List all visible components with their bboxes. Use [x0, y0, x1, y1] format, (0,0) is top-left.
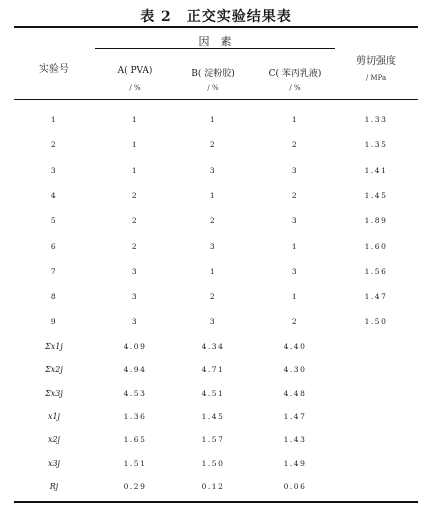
col-a-unit: / %	[129, 84, 141, 92]
stat-value-cell: 1.45	[201, 411, 225, 421]
row-number: 1	[50, 115, 58, 124]
shear-strength-cell: 1.89	[364, 216, 388, 226]
factor-level-cell: 3	[131, 292, 139, 302]
stat-value-cell: 4.51	[201, 388, 225, 398]
header-rule	[14, 99, 418, 100]
stat-value-cell: 1.36	[123, 411, 147, 421]
stat-value-cell: 4.94	[123, 365, 147, 375]
factor-level-cell: 1	[291, 241, 299, 251]
factor-level-cell: 2	[209, 292, 217, 302]
row-number: 7	[50, 266, 58, 276]
stat-value-cell: 1.43	[283, 435, 307, 445]
factor-level-cell: 2	[131, 241, 139, 251]
shear-strength-cell: 1.56	[364, 266, 388, 276]
shear-strength-cell: 1.41	[364, 165, 388, 175]
factor-level-cell: 2	[209, 140, 217, 150]
factor-level-cell: 3	[209, 241, 217, 251]
shear-strength-cell: 1.50	[364, 317, 388, 327]
factor-level-cell: 2	[291, 190, 299, 200]
factor-level-cell: 2	[291, 317, 299, 327]
factor-level-cell: 1	[131, 115, 139, 124]
factor-level-cell: 3	[291, 266, 299, 276]
stat-label: x3j	[47, 458, 61, 468]
shear-strength-cell: 1.33	[364, 115, 388, 124]
factor-level-cell: 2	[131, 190, 139, 200]
row-number: 6	[50, 241, 58, 251]
table-title: 表 2 正交实验结果表	[140, 9, 292, 25]
stat-label: Σx3j	[45, 388, 63, 398]
shear-strength-cell: 1.47	[364, 292, 388, 302]
factor-level-cell: 1	[131, 165, 139, 175]
factor-level-cell: 3	[291, 165, 299, 175]
stat-value-cell: 1.49	[283, 458, 307, 468]
result-unit: / MPa	[365, 74, 387, 82]
factor-level-cell: 1	[131, 140, 139, 150]
col-a-header: A( PVA)	[117, 66, 153, 76]
col-b-unit: / %	[207, 84, 219, 92]
factor-level-cell: 1	[209, 190, 217, 200]
factor-level-cell: 3	[209, 165, 217, 175]
stat-value-cell: 4.48	[283, 388, 307, 398]
stat-value-cell: 1.50	[201, 458, 225, 468]
stat-value-cell: 1.51	[123, 458, 147, 468]
stat-value-cell: 0.06	[283, 481, 307, 491]
row-number: 3	[50, 165, 58, 175]
stat-label: x2j	[47, 435, 61, 445]
factor-level-cell: 2	[291, 140, 299, 150]
stat-value-cell: 1.47	[283, 411, 307, 421]
stat-label: Rj	[49, 481, 59, 491]
factor-level-cell: 1	[291, 292, 299, 302]
shear-strength-cell: 1.35	[364, 140, 388, 150]
top-rule	[14, 26, 418, 28]
stat-value-cell: 1.65	[123, 435, 147, 445]
shear-strength-cell: 1.45	[364, 190, 388, 200]
stat-value-cell: 4.40	[283, 342, 307, 351]
stat-label: Σx1j	[45, 342, 63, 351]
row-number: 2	[50, 140, 58, 150]
factor-level-cell: 3	[131, 317, 139, 327]
factor-level-cell: 3	[291, 216, 299, 226]
factor-level-cell: 3	[131, 266, 139, 276]
col-b-header: B( 淀粉胶)	[191, 69, 235, 79]
factor-level-cell: 1	[291, 115, 299, 124]
row-number: 4	[50, 190, 58, 200]
shear-strength-cell: 1.60	[364, 241, 388, 251]
stat-label: x1j	[47, 411, 61, 421]
stat-value-cell: 4.71	[201, 365, 225, 375]
row-number: 8	[50, 292, 58, 302]
result-header: 剪切强度	[356, 56, 396, 67]
factor-underline	[95, 48, 335, 49]
factor-level-cell: 1	[209, 266, 217, 276]
factor-level-cell: 3	[209, 317, 217, 327]
stat-label: Σx2j	[45, 365, 63, 375]
col-c-header: C( 苯丙乳液)	[268, 69, 322, 79]
stat-value-cell: 1.57	[201, 435, 225, 445]
stat-value-cell: 4.34	[201, 342, 225, 351]
stat-value-cell: 0.29	[123, 481, 147, 491]
row-number: 9	[50, 317, 58, 327]
row-number: 5	[50, 216, 58, 226]
stat-value-cell: 0.12	[201, 481, 225, 491]
factor-level-cell: 1	[209, 115, 217, 124]
stat-value-cell: 4.53	[123, 388, 147, 398]
stat-value-cell: 4.30	[283, 365, 307, 375]
stat-value-cell: 4.09	[123, 342, 147, 351]
factor-level-cell: 2	[209, 216, 217, 226]
factor-level-cell: 2	[131, 216, 139, 226]
col-c-unit: / %	[289, 84, 301, 92]
row-label-header: 实验号	[39, 64, 69, 75]
bottom-rule	[14, 501, 418, 503]
factor-group-header: 因 素	[198, 35, 232, 48]
